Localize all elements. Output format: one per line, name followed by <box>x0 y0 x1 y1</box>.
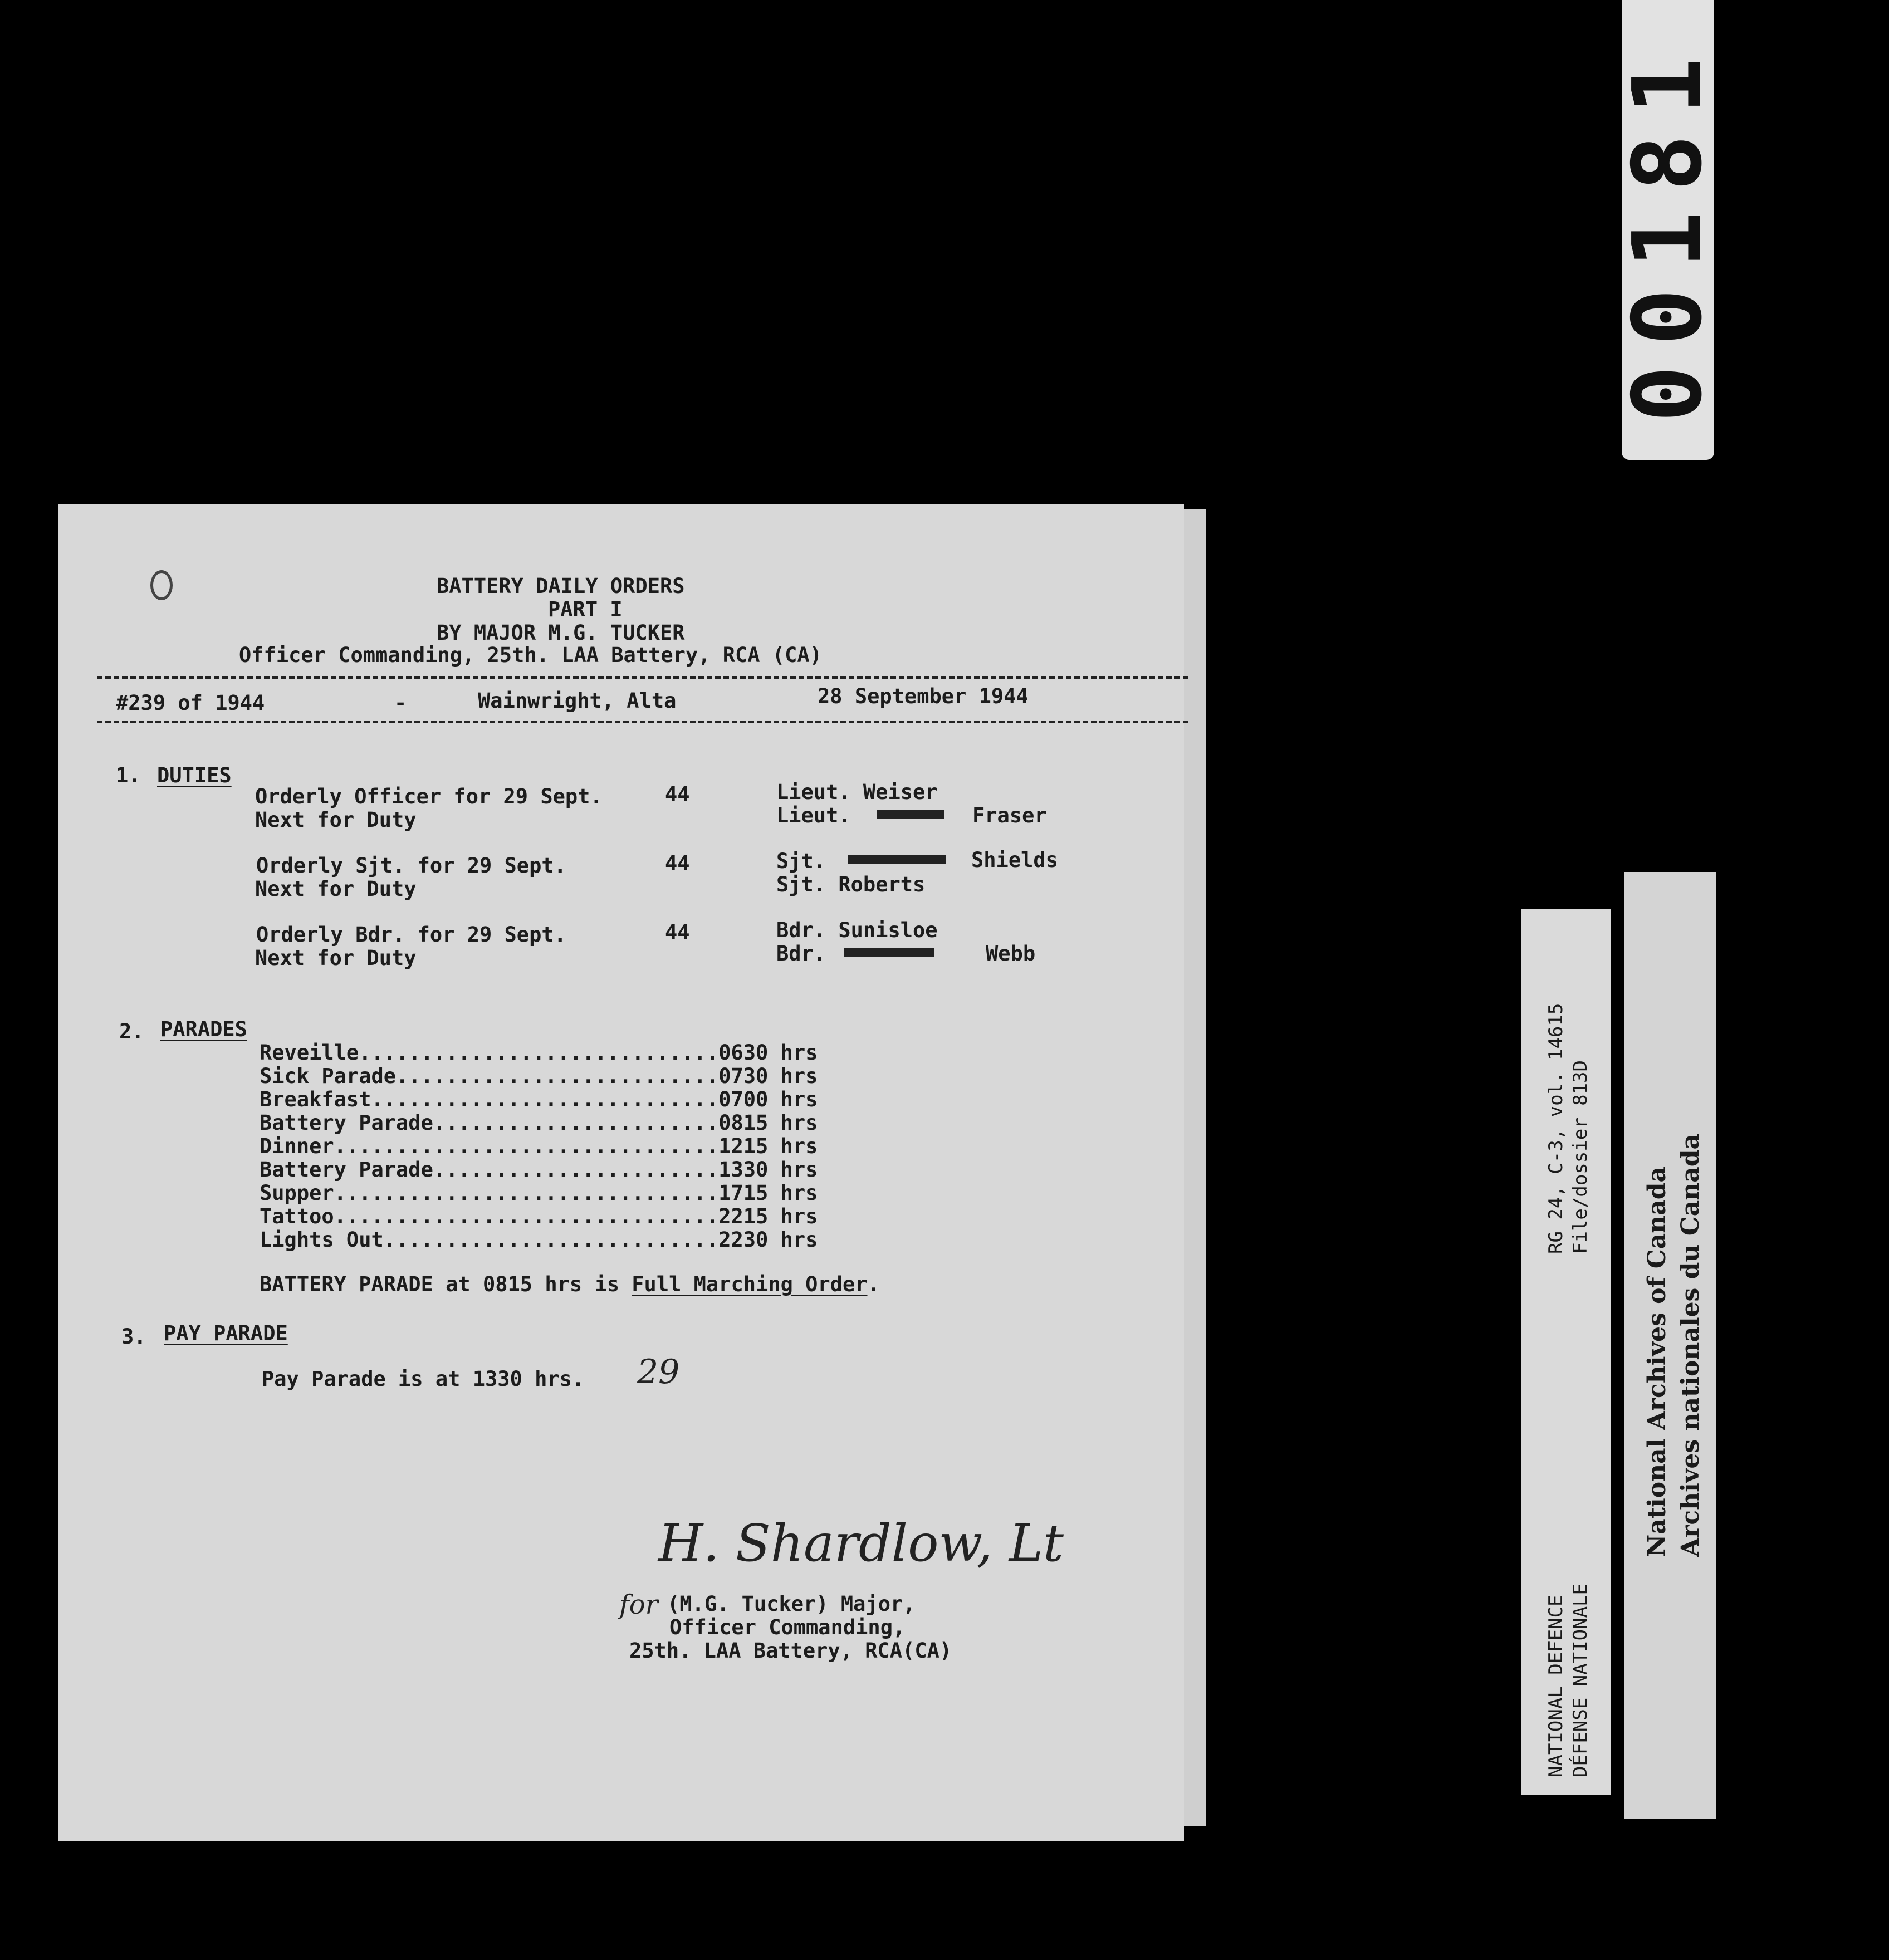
divider-top <box>97 676 1188 679</box>
duty-year: 44 <box>665 782 690 806</box>
parade-note-emphasis: Full Marching Order <box>632 1272 868 1296</box>
duty-label: Next for Duty <box>255 946 417 970</box>
parade-row: Breakfast............................0700 hrs <box>260 1087 818 1111</box>
parade-row: Tattoo...............................2215 hrs <box>260 1204 818 1228</box>
header-part: PART I <box>548 597 623 621</box>
duty-replacement: Webb <box>986 942 1036 966</box>
duty-label: Orderly Officer for 29 Sept. <box>255 785 603 808</box>
pay-parade-text: Pay Parade is at 1330 hrs. <box>262 1367 585 1391</box>
reference-file: File/dossier 813D <box>1569 1060 1592 1254</box>
divider-bottom <box>97 721 1188 723</box>
signature-name: (M.G. Tucker) Major, <box>667 1592 916 1616</box>
duty-name: Bdr. Sunisloe <box>776 918 938 942</box>
parades-heading: PARADES <box>160 1017 247 1041</box>
order-place: Wainwright, Alta <box>478 689 677 713</box>
duty-year: 44 <box>665 920 690 944</box>
document-page <box>58 504 1184 1841</box>
duty-replacement: Fraser <box>972 803 1047 827</box>
punch-hole <box>150 570 173 600</box>
parade-note <box>260 1274 880 1295</box>
header-title: BATTERY DAILY ORDERS <box>437 574 685 598</box>
archival-reference-label <box>1521 909 1611 1795</box>
duty-replacement: Shields <box>971 848 1058 872</box>
archives-label <box>1624 872 1716 1819</box>
order-date: 28 September 1944 <box>818 684 1029 708</box>
frame-number-strip <box>1613 0 1723 460</box>
department-text <box>1544 1584 1593 1777</box>
struck-out-name <box>877 810 944 819</box>
duty-name: Lieut. Weiser <box>776 780 938 804</box>
department-french: DÉFENSE NATIONALE <box>1569 1584 1592 1777</box>
duty-label: Next for Duty <box>255 877 417 901</box>
duty-label: Orderly Bdr. for 29 Sept. <box>256 923 566 947</box>
reference-text <box>1544 1003 1593 1254</box>
duties-number: 1. <box>116 763 141 787</box>
parade-row: Battery Parade.......................1330 hrs <box>260 1158 818 1182</box>
duty-year: 44 <box>665 851 690 875</box>
handwritten-date: 29 <box>637 1353 680 1391</box>
frame-number: 00181 <box>1613 37 1723 423</box>
parade-note-end: . <box>867 1272 880 1296</box>
header-officer: Officer Commanding, 25th. LAA Battery, RCA (CA) <box>239 643 822 667</box>
archives-text <box>1641 1134 1707 1557</box>
archives-french: Archives nationales du Canada <box>1676 1133 1705 1557</box>
signature-unit: 25th. LAA Battery, RCA(CA) <box>629 1639 952 1663</box>
parade-row: Battery Parade.......................0815 hrs <box>260 1111 818 1135</box>
duty-name: Sjt. <box>776 849 826 873</box>
pay-parade-heading: PAY PARADE <box>164 1321 288 1345</box>
parade-row: Lights Out...........................2230 hrs <box>260 1228 818 1252</box>
duty-name: Sjt. Roberts <box>776 873 926 896</box>
parade-row: Dinner...............................1215 hrs <box>260 1134 818 1158</box>
parade-row: Reveille.............................0630 hrs <box>260 1041 818 1065</box>
struck-out-name <box>844 948 934 957</box>
struck-out-name <box>848 855 946 864</box>
parade-row: Sick Parade..........................0730 hrs <box>260 1064 818 1088</box>
duty-name: Bdr. <box>776 942 826 966</box>
order-number: #239 of 1944 <box>116 691 265 715</box>
duty-label: Orderly Sjt. for 29 Sept. <box>256 854 566 878</box>
signature-title: Officer Commanding, <box>669 1615 906 1639</box>
duty-name: Lieut. <box>776 803 851 827</box>
parades-number: 2. <box>119 1020 144 1043</box>
reference-volume: RG 24, C-3, vol. 14615 <box>1545 1003 1567 1254</box>
info-dash: - <box>394 691 407 715</box>
pay-parade-number: 3. <box>121 1325 146 1349</box>
duties-heading: DUTIES <box>157 763 232 787</box>
parade-note-text: BATTERY PARADE at 0815 hrs is <box>260 1272 632 1296</box>
department-english: NATIONAL DEFENCE <box>1545 1595 1567 1777</box>
archives-english: National Archives of Canada <box>1643 1166 1671 1557</box>
header-by: BY MAJOR M.G. TUCKER <box>437 621 685 645</box>
signature-for-prefix: for <box>619 1589 658 1620</box>
handwritten-signature: H. Shardlow, Lt <box>658 1513 1064 1573</box>
duty-label: Next for Duty <box>255 808 417 832</box>
parade-row: Supper...............................1715 hrs <box>260 1181 818 1205</box>
